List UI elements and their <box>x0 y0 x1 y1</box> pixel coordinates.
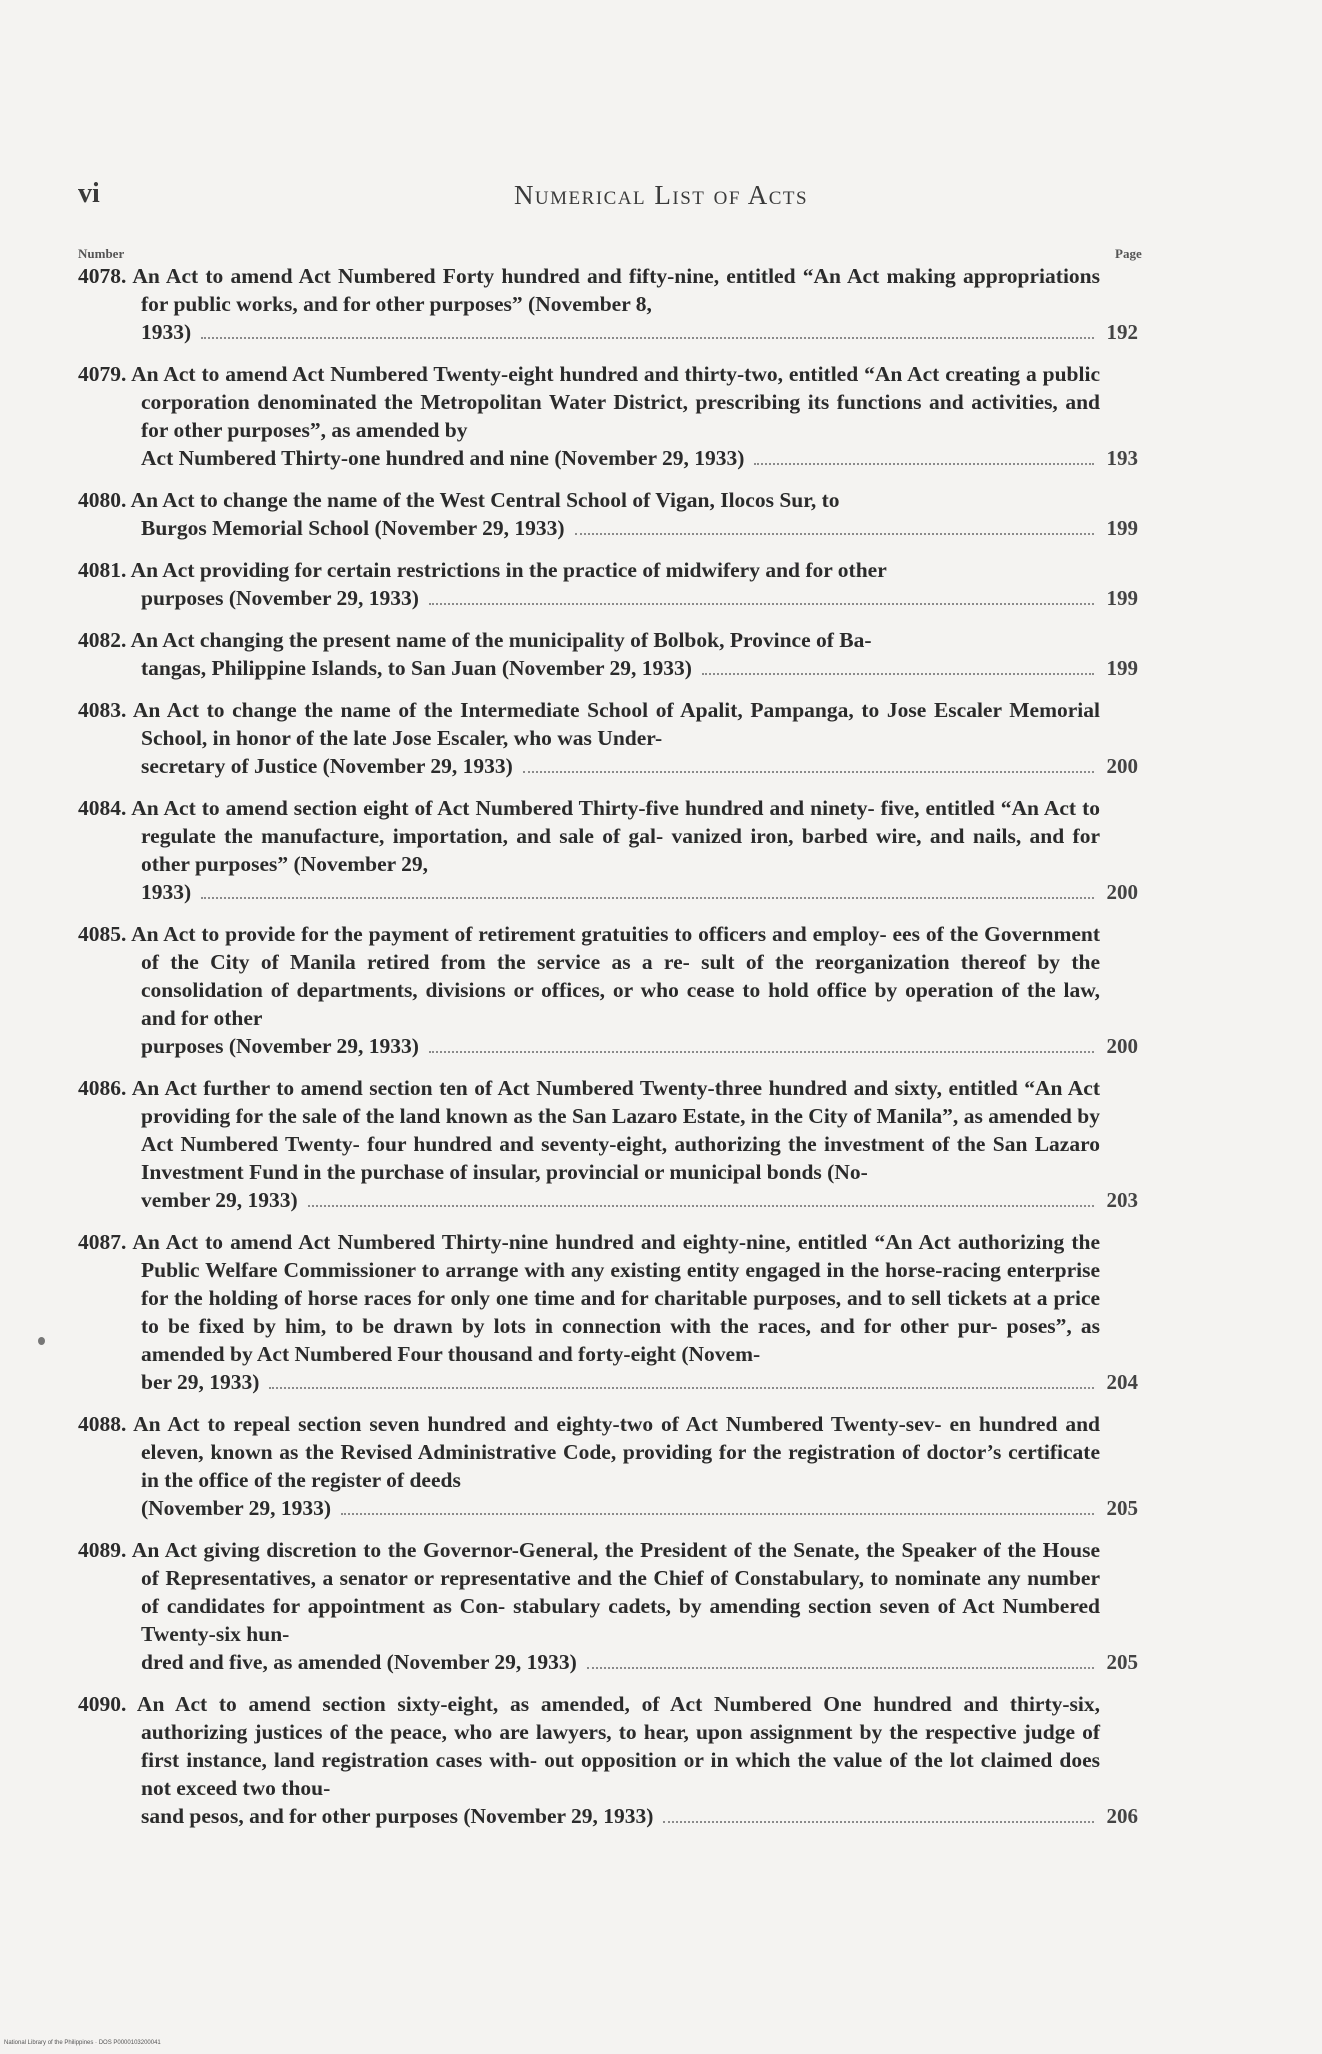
page-folio: vi <box>78 178 100 209</box>
act-text-line: vanized iron, barbed wire, and nails, and for other purposes” (November 29, <box>141 824 1101 876</box>
act-text-line: An Act to change the name of the Intermediate School of Apalit, Pampanga, to <box>132 698 880 722</box>
act-number: 4090. <box>78 1692 127 1716</box>
act-text-line: An Act changing the present name of the municipality of Bolbok, Province of Ba- <box>130 628 872 652</box>
dot-leader <box>663 1821 1094 1823</box>
act-entry <box>78 360 1138 472</box>
act-text-line: sixty, entitled “An Act providing for the sale of the land known as the San <box>141 1076 1101 1128</box>
act-text-line: assignment by the respective judge of first instance, land registration cases with- <box>141 1720 1100 1772</box>
act-description <box>78 626 1100 682</box>
act-text-line: Act authorizing the Public Welfare Commissioner to arrange with any existing <box>141 1230 1100 1282</box>
act-last-line <box>141 444 1100 472</box>
act-text-line: An Act to amend section sixty-eight, as amended, of Act Numbered One hundred <box>136 1692 952 1716</box>
act-text-line: Investment Fund in the purchase of insular, provincial or municipal bonds (No- <box>141 1160 868 1184</box>
act-text-line: fixed by him, to be drawn by lots in connection with the races, and for other pur- <box>198 1314 998 1338</box>
act-description <box>78 360 1100 472</box>
act-text-line: ber 29, 1933) <box>141 1370 260 1394</box>
act-description <box>78 794 1100 906</box>
act-last-line <box>141 1186 1100 1214</box>
act-description <box>78 556 1100 612</box>
dot-leader <box>341 1513 1094 1515</box>
act-text-line: 1933) <box>141 880 192 904</box>
page-number: 193 <box>1106 446 1138 470</box>
act-entry <box>78 262 1138 346</box>
act-text-line: dred and five, as amended (November 29, 1933) <box>141 1650 577 1674</box>
act-text-line: or offices, or who cease to hold office by operation of the law, and for other <box>141 978 1100 1030</box>
act-text-line: Burgos Memorial School (November 29, 1933) <box>141 516 565 540</box>
act-entry <box>78 1410 1138 1522</box>
act-text-line: poses”, as amended by Act Numbered Four thousand and forty-eight (Novem- <box>141 1314 1101 1366</box>
act-last-line <box>141 1368 1100 1396</box>
page-number: 203 <box>1106 1188 1138 1212</box>
act-text-line: purposes (November 29, 1933) <box>141 586 419 610</box>
page-number: 200 <box>1106 880 1138 904</box>
act-number: 4089. <box>78 1538 127 1562</box>
act-last-line <box>141 654 1100 682</box>
act-entry <box>78 794 1138 906</box>
act-entry <box>78 696 1138 780</box>
act-description <box>78 1228 1100 1396</box>
act-text-line: An Act to amend Act Numbered Twenty-eight hundred and thirty-two, entitled “An <box>131 362 903 386</box>
act-description <box>78 1074 1100 1214</box>
act-number: 4080. <box>78 488 127 512</box>
act-description <box>78 696 1100 780</box>
act-text-line: of Constabulary, to nominate any number of candidates for appointment as Con- <box>141 1566 1100 1618</box>
act-text-line: Speaker of the House of Representatives, a senator or representative and the Chief <box>141 1538 1100 1590</box>
act-text-line: only one time and for charitable purposes, and to sell tickets at a price to be <box>141 1286 1101 1338</box>
dot-leader <box>201 337 1094 339</box>
dot-leader <box>308 1205 1094 1207</box>
act-text-line: out opposition or in which the value of the lot claimed does not exceed two thou- <box>141 1748 1100 1800</box>
act-text-line: Lazaro Estate, in the City of Manila”, as amended by Act Numbered Twenty- <box>141 1104 1101 1156</box>
act-number: 4079. <box>78 362 127 386</box>
act-text-line: An Act further to amend section ten of Act Numbered Twenty-three hundred and <box>131 1076 889 1100</box>
act-text-line: for the registration of doctor’s certificate in the office of the register of deeds <box>141 1440 1101 1492</box>
print-speck <box>38 1337 45 1345</box>
act-text-line: en hundred and eleven, known as the Revised Administrative Code, providing <box>141 1412 1100 1464</box>
act-description <box>78 486 1100 542</box>
running-title: Numerical List of Acts <box>513 180 809 210</box>
act-text-line: four hundred and seventy-eight, authorizing the investment of the San Lazaro <box>367 1132 1100 1156</box>
act-text-line: (November 29, 1933) <box>141 1496 332 1520</box>
act-text-line: An Act to amend Act Numbered Forty hundred and fifty-nine, entitled “An Act <box>132 264 880 288</box>
act-text-line: An Act to provide for the payment of retirement gratuities to officers and employ- <box>131 922 887 946</box>
act-text-line: Jose Escaler Memorial School, in honor of the late Jose Escaler, who was Under- <box>141 698 1100 750</box>
act-last-line <box>141 1802 1100 1830</box>
act-last-line <box>141 318 1100 346</box>
act-description <box>78 1536 1100 1676</box>
page-number: 199 <box>1106 586 1138 610</box>
act-text-line: ees of the Government of the City of Manila retired from the service as a re- <box>141 922 1101 974</box>
act-text-line: making appropriations for public works, and for other purposes” (November 8, <box>141 264 1100 316</box>
act-entry <box>78 1074 1138 1214</box>
act-number: 4088. <box>78 1412 127 1436</box>
act-number: 4084. <box>78 796 127 820</box>
act-number: 4086. <box>78 1076 127 1100</box>
act-text-line: purposes (November 29, 1933) <box>141 1034 419 1058</box>
act-last-line <box>141 514 1100 542</box>
act-description <box>78 1410 1100 1522</box>
act-last-line <box>141 1648 1100 1676</box>
act-entry <box>78 920 1138 1060</box>
page-column-label: Page <box>1115 246 1142 261</box>
act-entry <box>78 556 1138 612</box>
act-number: 4082. <box>78 628 127 652</box>
act-text-line: An Act providing for certain restrictions in the practice of midwifery and for other <box>130 558 887 582</box>
act-entry <box>78 1228 1138 1396</box>
act-text-line: An Act to repeal section seven hundred and eighty-two of Act Numbered Twenty-sev- <box>133 1412 942 1436</box>
act-text-line: tangas, Philippine Islands, to San Juan (November 29, 1933) <box>141 656 692 680</box>
page-number: 205 <box>1106 1650 1138 1674</box>
act-last-line <box>141 584 1100 612</box>
act-text-line: five, entitled “An Act to regulate the manufacture, importation, and sale of gal- <box>141 796 1100 848</box>
dot-leader <box>201 897 1094 899</box>
page-number: 199 <box>1106 656 1138 680</box>
act-entry <box>78 1536 1138 1676</box>
act-number: 4083. <box>78 698 127 722</box>
page-number: 199 <box>1106 516 1138 540</box>
acts-list <box>78 262 1138 1830</box>
dot-leader <box>575 533 1094 535</box>
act-entry <box>78 1690 1138 1830</box>
act-last-line <box>141 1494 1100 1522</box>
act-text-line: vember 29, 1933) <box>141 1188 298 1212</box>
act-text-line: prescribing its functions and activities, and for other purposes”, as amended by <box>141 390 1100 442</box>
act-text-line: secretary of Justice (November 29, 1933) <box>141 754 513 778</box>
act-text-line: entity engaged in the horse-racing enterprise for the holding of horse races for <box>141 1258 1100 1310</box>
act-entry <box>78 626 1138 682</box>
act-text-line: An Act to amend section eight of Act Numbered Thirty-five hundred and ninety- <box>131 796 875 820</box>
act-text-line: Act Numbered Thirty-one hundred and nine (November 29, 1933) <box>141 446 745 470</box>
act-text-line: and thirty-six, authorizing justices of the peace, who are lawyers, to hear, upon <box>141 1692 1100 1744</box>
dot-leader <box>754 463 1094 465</box>
act-description <box>78 262 1100 346</box>
act-text-line: sand pesos, and for other purposes (November 29, 1933) <box>141 1804 654 1828</box>
page-number: 206 <box>1106 1804 1138 1828</box>
act-number: 4081. <box>78 558 127 582</box>
act-text-line: An Act to amend Act Numbered Thirty-nine hundred and eighty-nine, entitled “An <box>132 1230 913 1254</box>
act-number: 4078. <box>78 264 127 288</box>
footer-credit: National Library of the Philippines · DOS P0000103200041 <box>4 2040 161 2046</box>
page-number: 200 <box>1106 1034 1138 1058</box>
dot-leader <box>587 1667 1094 1669</box>
dot-leader <box>523 771 1094 773</box>
page-number: 200 <box>1106 754 1138 778</box>
dot-leader <box>702 673 1094 675</box>
dot-leader <box>429 1051 1094 1053</box>
act-text-line: Act creating a public corporation denominated the Metropolitan Water District, <box>141 362 1100 414</box>
act-text-line: 1933) <box>141 320 192 344</box>
act-text-line: stabulary cadets, by amending section seven of Act Numbered Twenty-six hun- <box>141 1594 1100 1646</box>
number-column-label: Number <box>78 246 125 261</box>
act-description <box>78 1690 1100 1830</box>
page-number: 204 <box>1106 1370 1138 1394</box>
act-text-line: sult of the reorganization thereof by the consolidation of departments, divisions <box>141 950 1100 1002</box>
act-last-line <box>141 1032 1100 1060</box>
dot-leader <box>429 603 1094 605</box>
act-last-line <box>141 752 1100 780</box>
act-entry <box>78 486 1138 542</box>
act-number: 4087. <box>78 1230 127 1254</box>
act-text-line: An Act giving discretion to the Governor-General, the President of the Senate, the <box>131 1538 895 1562</box>
act-number: 4085. <box>78 922 127 946</box>
act-description <box>78 920 1100 1060</box>
act-last-line <box>141 878 1100 906</box>
dot-leader <box>269 1387 1094 1389</box>
page-number: 192 <box>1106 320 1138 344</box>
page-number: 205 <box>1106 1496 1138 1520</box>
act-text-line: An Act to change the name of the West Central School of Vigan, Ilocos Sur, to <box>130 488 840 512</box>
